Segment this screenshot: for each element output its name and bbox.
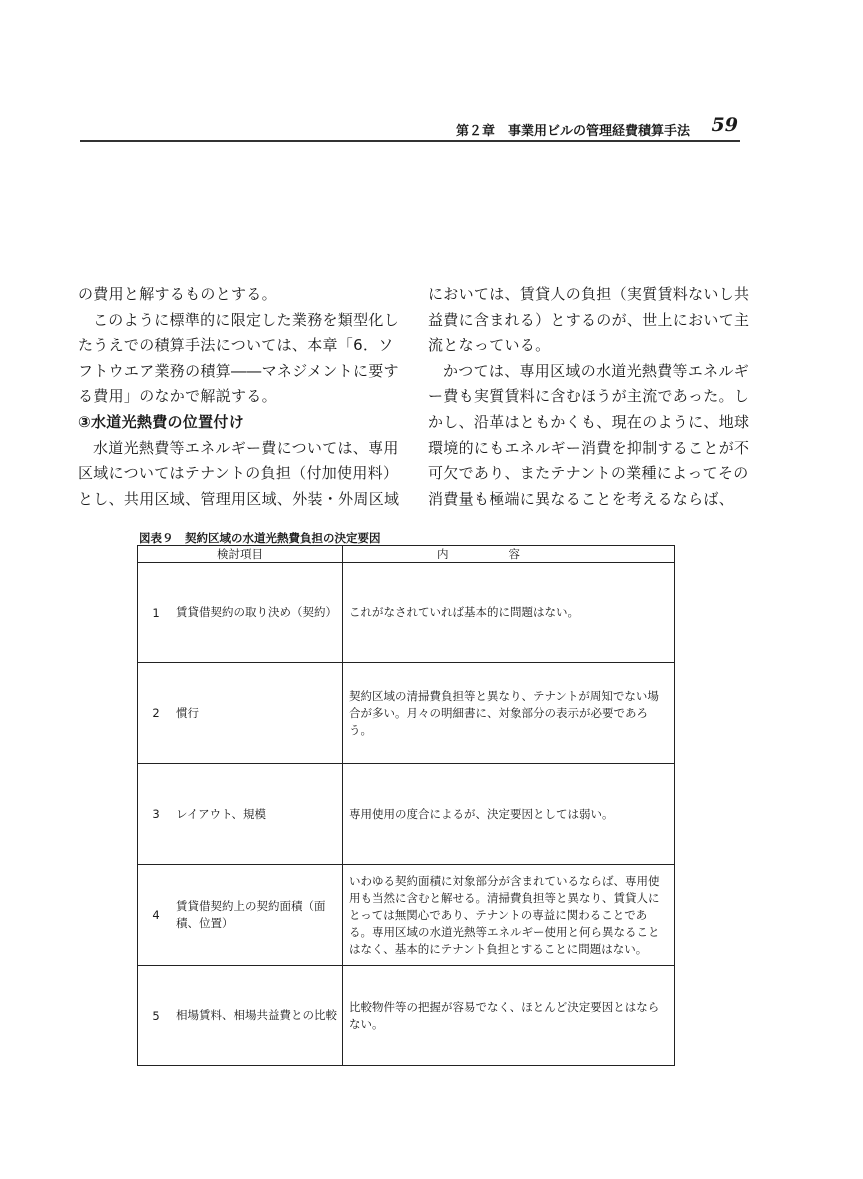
right-paragraph-1: においては、賃貸人の負担（実質賃料ないし共益費に含まれる）とするのが、世上において主流となっている。: [428, 285, 750, 355]
right-paragraph-2: かつては、専用区域の水道光熱費等エネルギー費も実質賃料に含むほうが主流であった。しかし、沿革はともかくも、現在のように、地球環境的にもエネルギー消費を抑制することが不可欠であり、またテナントの業種によってその消費量も極端に異なることを考えるならば、: [428, 361, 750, 508]
row-content: いわゆる契約面積に対象部分が含まれているならば、専用使用も当然に含むと解せる。清掃費負担等と異なり、賃貸人にとっては無関心であり、テナントの専益に関わることである。専用区域の水道光熱等エネルギー使用と何ら異なることはなく、基本的にテナント負担とすることに問題はない。: [343, 865, 675, 966]
row-number: 3: [138, 764, 175, 865]
row-content: 契約区域の清掃費負担等と異なり、テナントが周知でない場合が多い。月々の明細書に、対象部分の表示が必要であろう。: [343, 663, 675, 764]
row-item: レイアウト、規模: [174, 764, 343, 865]
table-row: [138, 966, 675, 1066]
row-item: 賃貸借契約の取り決め（契約）: [174, 563, 343, 663]
table-row: [138, 563, 675, 663]
left-column: [78, 282, 400, 512]
row-content: 比較物件等の把握が容易でなく、ほとんど決定要因とはならない。: [343, 966, 675, 1066]
header-content: 内容: [343, 546, 675, 563]
row-item: 慣行: [174, 663, 343, 764]
row-number: 5: [138, 966, 175, 1066]
left-paragraph-2: このように標準的に限定した業務を類型化したうえでの積算手法については、本章「6．ソフトウエア業務の積算――マネジメントに要する費用」のなかで解説する。: [78, 310, 400, 406]
row-content: これがなされていれば基本的に問題はない。: [343, 563, 675, 663]
row-item: 相場賃料、相場共益費との比較: [174, 966, 343, 1066]
row-number: 4: [138, 865, 175, 966]
page-number: 59: [711, 114, 738, 136]
row-number: 1: [138, 563, 175, 663]
row-item: 賃貸借契約上の契約面積（面積、位置）: [174, 865, 343, 966]
table-caption: 図表９ 契約区域の水道光熱費負担の決定要因: [139, 531, 381, 545]
header-item: 検討項目: [138, 546, 343, 563]
left-paragraph-3: 水道光熱費等エネルギー費については、専用区域についてはテナントの負担（付加使用料）とし、共用区域、管理用区域、外装・外周区域: [78, 438, 400, 508]
page-header: [80, 114, 740, 142]
factor-table: [137, 545, 675, 1066]
chapter-title: 第２章 事業用ビルの管理経費積算手法: [455, 124, 690, 139]
table-header-row: [138, 546, 675, 563]
table-row: [138, 663, 675, 764]
right-column: [428, 282, 750, 512]
row-number: 2: [138, 663, 175, 764]
section-heading: ③水道光熱費の位置付け: [78, 412, 245, 431]
table-row: [138, 865, 675, 966]
table-row: [138, 764, 675, 865]
row-content: 専用使用の度合によるが、決定要因としては弱い。: [343, 764, 675, 865]
left-paragraph-1: の費用と解するものとする。: [78, 285, 277, 303]
